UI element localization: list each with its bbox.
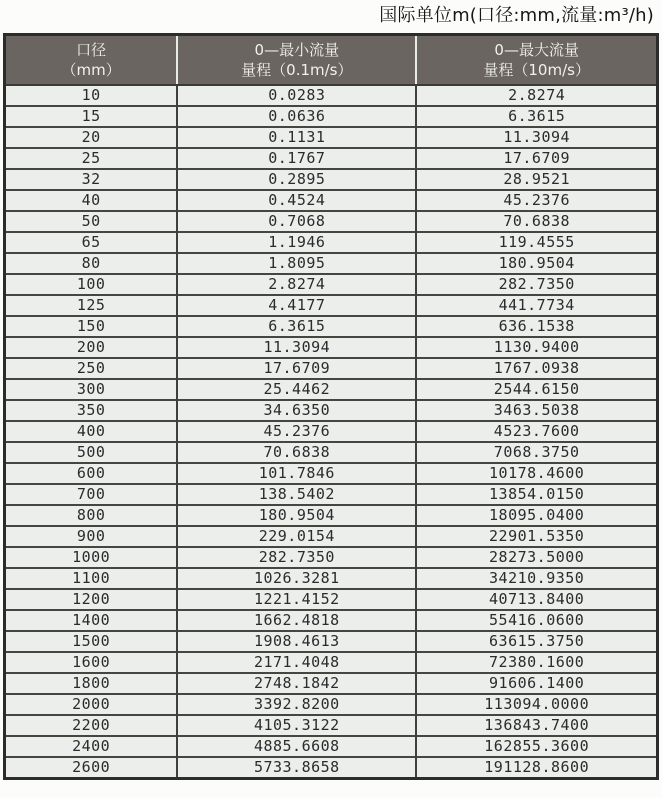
table-row <box>5 442 658 463</box>
cell-max-flow: 10178.4600 <box>416 463 657 484</box>
header-diameter-line2: （mm） <box>61 60 121 79</box>
table-row <box>5 190 658 211</box>
table-row <box>5 316 658 337</box>
cell-diameter: 80 <box>5 253 178 274</box>
table-row <box>5 715 658 736</box>
table-row <box>5 589 658 610</box>
flow-rate-table <box>3 33 659 780</box>
cell-max-flow: 3463.5038 <box>416 400 657 421</box>
cell-min-flow: 2.8274 <box>177 274 416 295</box>
cell-max-flow: 113094.0000 <box>416 694 657 715</box>
table-row <box>5 610 658 631</box>
cell-max-flow: 191128.8600 <box>416 757 657 779</box>
cell-diameter: 100 <box>5 274 178 295</box>
cell-min-flow: 5733.8658 <box>177 757 416 779</box>
cell-diameter: 2600 <box>5 757 178 779</box>
table-row <box>5 694 658 715</box>
cell-diameter: 1200 <box>5 589 178 610</box>
cell-diameter: 2400 <box>5 736 178 757</box>
cell-max-flow: 282.7350 <box>416 274 657 295</box>
table-row <box>5 253 658 274</box>
cell-max-flow: 13854.0150 <box>416 484 657 505</box>
cell-min-flow: 2748.1842 <box>177 673 416 694</box>
cell-diameter: 800 <box>5 505 178 526</box>
cell-min-flow: 0.0636 <box>177 106 416 127</box>
cell-diameter: 40 <box>5 190 178 211</box>
cell-min-flow: 2171.4048 <box>177 652 416 673</box>
cell-diameter: 1500 <box>5 631 178 652</box>
cell-max-flow: 119.4555 <box>416 232 657 253</box>
table-row <box>5 463 658 484</box>
cell-diameter: 1800 <box>5 673 178 694</box>
cell-diameter: 500 <box>5 442 178 463</box>
cell-diameter: 400 <box>5 421 178 442</box>
cell-min-flow: 4885.6608 <box>177 736 416 757</box>
header-max-flow-line2: 量程（10m/s） <box>483 60 590 79</box>
table-row <box>5 505 658 526</box>
table-row <box>5 148 658 169</box>
table-row <box>5 274 658 295</box>
cell-diameter: 10 <box>5 85 178 106</box>
cell-max-flow: 28273.5000 <box>416 547 657 568</box>
table-row <box>5 400 658 421</box>
table-row <box>5 85 658 106</box>
cell-diameter: 2000 <box>5 694 178 715</box>
cell-min-flow: 0.7068 <box>177 211 416 232</box>
cell-min-flow: 70.6838 <box>177 442 416 463</box>
table-row <box>5 295 658 316</box>
cell-min-flow: 0.2895 <box>177 169 416 190</box>
cell-diameter: 125 <box>5 295 178 316</box>
cell-diameter: 25 <box>5 148 178 169</box>
table-row <box>5 673 658 694</box>
cell-min-flow: 25.4462 <box>177 379 416 400</box>
cell-max-flow: 17.6709 <box>416 148 657 169</box>
cell-max-flow: 6.3615 <box>416 106 657 127</box>
cell-max-flow: 72380.1600 <box>416 652 657 673</box>
cell-max-flow: 18095.0400 <box>416 505 657 526</box>
cell-max-flow: 441.7734 <box>416 295 657 316</box>
cell-max-flow: 7068.3750 <box>416 442 657 463</box>
cell-diameter: 700 <box>5 484 178 505</box>
cell-max-flow: 45.2376 <box>416 190 657 211</box>
cell-max-flow: 28.9521 <box>416 169 657 190</box>
table-row <box>5 526 658 547</box>
cell-min-flow: 1662.4818 <box>177 610 416 631</box>
header-max-flow-line1: 0—最大流量 <box>494 40 579 59</box>
cell-diameter: 1600 <box>5 652 178 673</box>
cell-min-flow: 0.1131 <box>177 127 416 148</box>
cell-min-flow: 45.2376 <box>177 421 416 442</box>
cell-diameter: 2200 <box>5 715 178 736</box>
table-row <box>5 127 658 148</box>
cell-diameter: 50 <box>5 211 178 232</box>
cell-max-flow: 55416.0600 <box>416 610 657 631</box>
cell-max-flow: 1767.0938 <box>416 358 657 379</box>
table-header <box>5 35 658 85</box>
table-row <box>5 232 658 253</box>
cell-diameter: 200 <box>5 337 178 358</box>
cell-min-flow: 1.1946 <box>177 232 416 253</box>
cell-min-flow: 1026.3281 <box>177 568 416 589</box>
cell-max-flow: 162855.3600 <box>416 736 657 757</box>
cell-min-flow: 1221.4152 <box>177 589 416 610</box>
cell-max-flow: 2544.6150 <box>416 379 657 400</box>
table-row <box>5 631 658 652</box>
cell-min-flow: 3392.8200 <box>177 694 416 715</box>
header-min-flow <box>177 35 416 85</box>
cell-diameter: 1400 <box>5 610 178 631</box>
header-min-flow-line2: 量程（0.1m/s） <box>241 60 353 79</box>
cell-diameter: 65 <box>5 232 178 253</box>
cell-diameter: 250 <box>5 358 178 379</box>
cell-diameter: 300 <box>5 379 178 400</box>
cell-min-flow: 180.9504 <box>177 505 416 526</box>
table-body <box>5 85 658 779</box>
table-row <box>5 547 658 568</box>
table-row <box>5 106 658 127</box>
table-row <box>5 379 658 400</box>
cell-min-flow: 101.7846 <box>177 463 416 484</box>
cell-diameter: 32 <box>5 169 178 190</box>
cell-min-flow: 6.3615 <box>177 316 416 337</box>
table-row <box>5 568 658 589</box>
cell-min-flow: 0.4524 <box>177 190 416 211</box>
cell-max-flow: 70.6838 <box>416 211 657 232</box>
cell-min-flow: 4.4177 <box>177 295 416 316</box>
cell-max-flow: 1130.9400 <box>416 337 657 358</box>
cell-min-flow: 11.3094 <box>177 337 416 358</box>
cell-max-flow: 22901.5350 <box>416 526 657 547</box>
cell-diameter: 1000 <box>5 547 178 568</box>
cell-min-flow: 34.6350 <box>177 400 416 421</box>
cell-max-flow: 40713.8400 <box>416 589 657 610</box>
cell-min-flow: 4105.3122 <box>177 715 416 736</box>
cell-diameter: 15 <box>5 106 178 127</box>
table-row <box>5 736 658 757</box>
cell-min-flow: 1.8095 <box>177 253 416 274</box>
cell-max-flow: 34210.9350 <box>416 568 657 589</box>
cell-diameter: 1100 <box>5 568 178 589</box>
cell-diameter: 600 <box>5 463 178 484</box>
cell-diameter: 900 <box>5 526 178 547</box>
cell-diameter: 20 <box>5 127 178 148</box>
cell-min-flow: 0.0283 <box>177 85 416 106</box>
cell-max-flow: 180.9504 <box>416 253 657 274</box>
cell-min-flow: 0.1767 <box>177 148 416 169</box>
cell-max-flow: 4523.7600 <box>416 421 657 442</box>
cell-max-flow: 136843.7400 <box>416 715 657 736</box>
cell-diameter: 150 <box>5 316 178 337</box>
table-row <box>5 169 658 190</box>
table-row <box>5 337 658 358</box>
table-row <box>5 421 658 442</box>
cell-diameter: 350 <box>5 400 178 421</box>
header-row <box>5 35 658 85</box>
table-row <box>5 652 658 673</box>
table-row <box>5 211 658 232</box>
cell-max-flow: 63615.3750 <box>416 631 657 652</box>
table-row <box>5 757 658 779</box>
header-diameter-line1: 口径 <box>76 40 107 59</box>
unit-note: 国际单位m(口径:mm,流量:m³/h) <box>379 5 654 26</box>
header-min-flow-line1: 0—最小流量 <box>254 40 340 59</box>
cell-max-flow: 11.3094 <box>416 127 657 148</box>
cell-min-flow: 282.7350 <box>177 547 416 568</box>
cell-min-flow: 229.0154 <box>177 526 416 547</box>
table-row <box>5 484 658 505</box>
cell-min-flow: 17.6709 <box>177 358 416 379</box>
cell-min-flow: 138.5402 <box>177 484 416 505</box>
cell-max-flow: 91606.1400 <box>416 673 657 694</box>
table-row <box>5 358 658 379</box>
cell-max-flow: 636.1538 <box>416 316 657 337</box>
header-max-flow <box>416 35 657 85</box>
cell-min-flow: 1908.4613 <box>177 631 416 652</box>
header-diameter <box>5 35 178 85</box>
cell-max-flow: 2.8274 <box>416 85 657 106</box>
